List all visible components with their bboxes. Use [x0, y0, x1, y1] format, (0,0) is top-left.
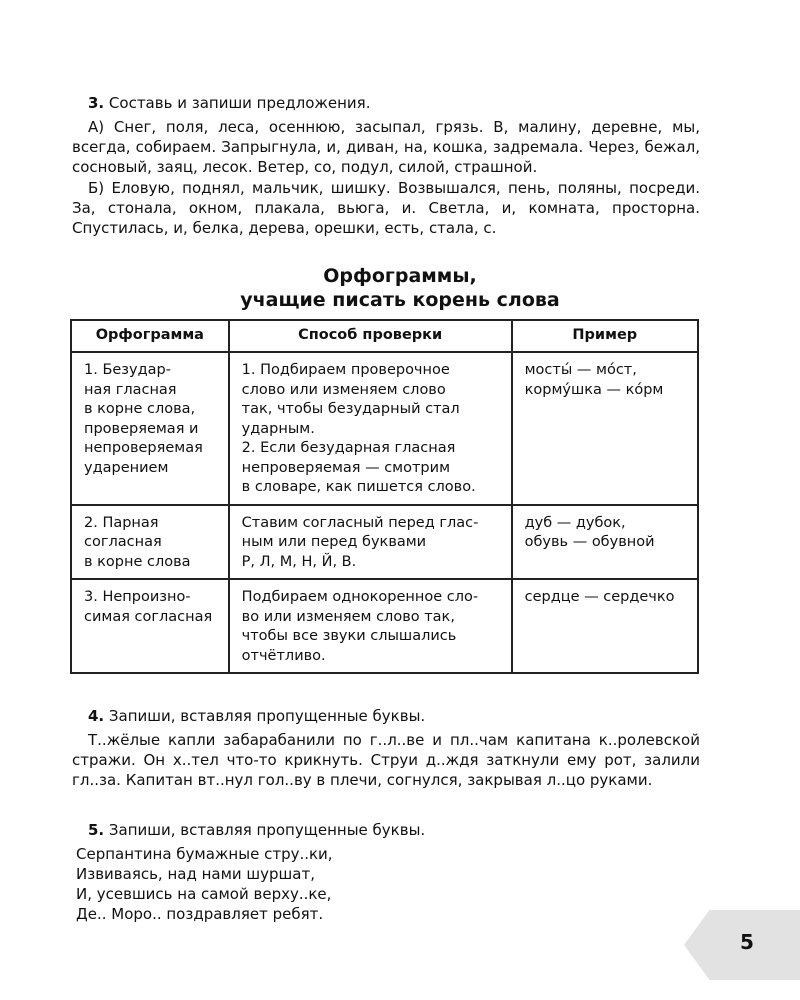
cell-line: в корне слова,	[84, 401, 196, 417]
poem-line: И, усевшись на самой верху..ке,	[76, 885, 332, 903]
column-header: Орфограмма	[71, 320, 229, 352]
rule-example-cell	[512, 505, 698, 580]
cell-line: ная гласная	[84, 381, 177, 398]
column-header: Способ проверки	[229, 320, 512, 352]
cell-line: ударным.	[241, 420, 315, 437]
cell-line: непроверяемая — смотрим	[241, 459, 451, 476]
cell-line: сердце — сердечко	[524, 589, 675, 605]
cell-line: ным или перед буквами	[241, 534, 427, 550]
exercise-task: Составь и запиши предложения.	[108, 94, 371, 112]
rule-method-cell	[229, 352, 512, 505]
cell-line: 2. Парная	[84, 514, 159, 531]
cell-line: дуб — дубок,	[524, 514, 626, 531]
cell-line: Ставим согласный перед глас-	[241, 514, 479, 531]
column-header: Пример	[512, 320, 698, 352]
rule-name-cell	[71, 505, 229, 580]
cell-line: отчётливо.	[241, 647, 326, 664]
table-title-line: учащие писать корень слова	[240, 289, 560, 311]
cell-line: согласная	[84, 534, 162, 550]
rule-name-cell	[71, 579, 229, 673]
page-number: 5	[740, 930, 754, 954]
exercise-3	[72, 93, 700, 239]
exercise-3-part-a: А) Снег, поля, леса, осеннюю, засыпал, грязь. В, малину, деревне, мы, всегда, собираем. Запрыгнула, и, диван, на, кошка, задремала. Через, бежал, сосновый, заяц, лесок. Ветер, со, подул, силой, страшной.	[72, 118, 700, 176]
cell-line: в словаре, как пишется слово.	[241, 479, 476, 495]
cell-line: Р, Л, М, Н, Й, В.	[241, 553, 357, 570]
exercise-task: Запиши, вставляя пропущенные буквы.	[108, 821, 426, 839]
cell-line: мосты́ — мо́ст,	[524, 362, 637, 378]
exercise-number: 3.	[88, 94, 105, 112]
cell-line: непроверяемая	[84, 440, 203, 456]
cell-line: в корне слова	[84, 553, 191, 570]
exercise-5	[72, 820, 700, 924]
cell-line: чтобы все звуки слышались	[241, 628, 457, 644]
table-title	[0, 264, 800, 312]
cell-line: 3. Непроизно-	[84, 589, 191, 605]
table-header-row	[71, 320, 698, 352]
rule-name-cell	[71, 352, 229, 505]
table-row	[71, 505, 698, 580]
cell-line: ударением	[84, 459, 169, 476]
exercise-3-part-b: Б) Еловую, поднял, мальчик, шишку. Возвышался, пень, поляны, посреди. За, стонала, окном, плакала, вьюга, и. Светла, и, комната, просторна. Спустилась, и, белка, дерева, орешки, есть, стала, с.	[72, 179, 700, 237]
cell-line: 1. Безудар-	[84, 362, 171, 378]
spelling-rules-table	[70, 319, 699, 674]
rule-example-cell	[512, 352, 698, 505]
cell-line: во или изменяем слово так,	[241, 608, 455, 625]
cell-line: проверяемая и	[84, 420, 199, 437]
cell-line: Подбираем однокоренное сло-	[241, 589, 479, 605]
cell-line: 1. Подбираем проверочное	[241, 362, 450, 378]
rule-method-cell	[229, 505, 512, 580]
exercise-number: 4.	[88, 707, 105, 725]
table-row	[71, 579, 698, 673]
cell-line: слово или изменяем слово	[241, 381, 446, 398]
poem-line: Извиваясь, над нами шуршат,	[76, 865, 315, 883]
cell-line: корму́шка — ко́рм	[524, 381, 664, 398]
exercise-number: 5.	[88, 821, 105, 839]
exercise-4-heading	[72, 706, 700, 726]
exercise-3-heading	[72, 93, 700, 113]
cell-line: симая согласная	[84, 608, 213, 625]
exercise-4-text: Т..жёлые капли забарабанили по г..л..ве и пл..чам капитана к..ролевской стражи. Он х..тел что-то крикнуть. Струи д..ждя заткнули ему рот, залили гл..за. Капитан вт..нул гол..ву в плечи, согнулся, закрывая л..цо руками.	[72, 731, 700, 789]
cell-line: так, чтобы безударный стал	[241, 401, 460, 417]
table-row	[71, 352, 698, 505]
poem-line: Де.. Моро.. поздравляет ребят.	[76, 905, 324, 923]
exercise-5-poem	[72, 844, 700, 924]
cell-line: 2. Если безударная гласная	[241, 440, 456, 456]
poem-line: Серпантина бумажные стру..ки,	[76, 845, 333, 863]
rule-example-cell	[512, 579, 698, 673]
cell-line: обувь — обувной	[524, 534, 655, 550]
rule-method-cell	[229, 579, 512, 673]
exercise-5-heading	[72, 820, 700, 840]
exercise-4	[72, 706, 700, 791]
exercise-task: Запиши, вставляя пропущенные буквы.	[108, 707, 426, 725]
table-title-line: Орфограммы,	[323, 265, 477, 287]
